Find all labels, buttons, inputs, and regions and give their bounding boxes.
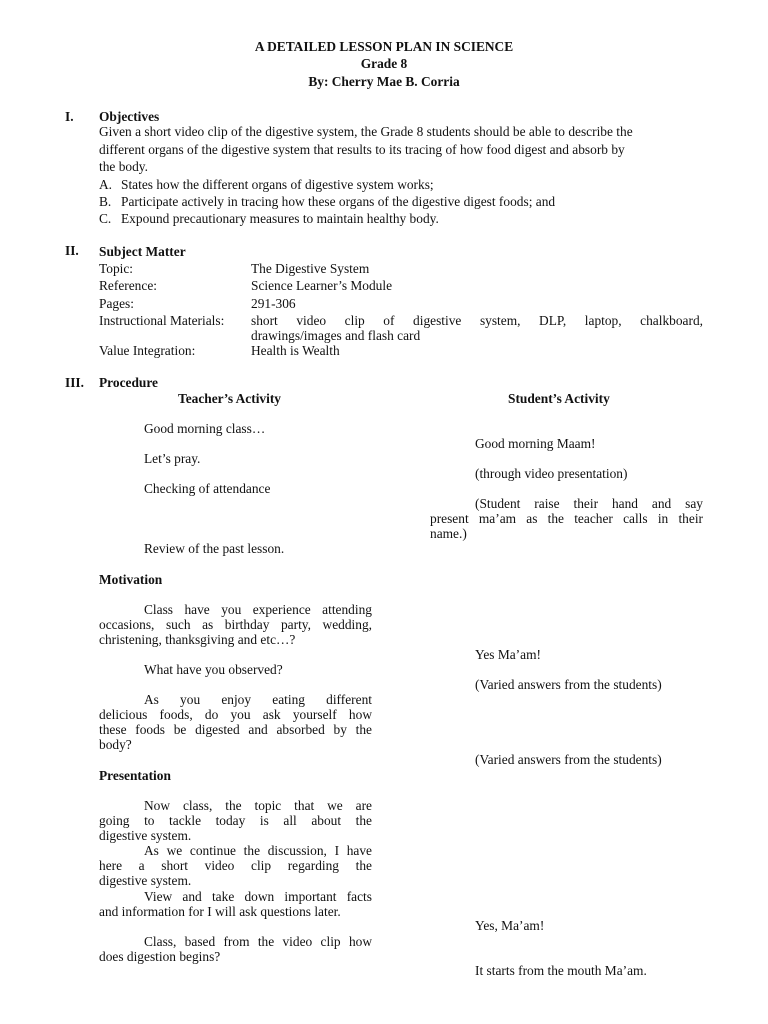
student-line: (Varied answers from the students) <box>475 752 662 767</box>
teacher-line: digestive system. <box>99 873 192 888</box>
procedure-heading: Procedure <box>99 375 159 390</box>
objective-letter: B. <box>99 194 112 209</box>
teacher-line: christening, thanksgiving and etc…? <box>99 632 296 647</box>
student-line: name.) <box>430 526 467 541</box>
student-line: It starts from the mouth Ma’am. <box>475 963 647 978</box>
objectives-intro-line: Given a short video clip of the digestive system, the Grade 8 students should be able to describe the <box>99 124 633 139</box>
subject-value-materials: short video clip of digestive system, DLP, laptop, chalkboard, <box>251 313 703 328</box>
subject-value-pages: 291-306 <box>251 296 296 311</box>
section-numeral-procedure: III. <box>65 375 84 390</box>
teacher-line: View and take down important facts <box>144 889 372 904</box>
student-line: (Student raise their hand and say <box>475 496 703 511</box>
teacher-line: Class, based from the video clip how <box>144 934 372 949</box>
teacher-line: and information for I will ask questions later. <box>99 904 341 919</box>
subject-label-reference: Reference: <box>99 278 157 293</box>
section-numeral-objectives: I. <box>65 109 74 124</box>
subject-label-topic: Topic: <box>99 261 134 276</box>
teacher-line: As we continue the discussion, I have <box>144 843 372 858</box>
student-line: Good morning Maam! <box>475 436 596 451</box>
teacher-line: Checking of attendance <box>144 481 271 496</box>
student-line: present ma’am as the teacher calls in their <box>430 511 703 526</box>
objective-item: Expound precautionary measures to maintain healthy body. <box>121 211 439 226</box>
subject-value-value-integration: Health is Wealth <box>251 343 340 358</box>
teacher-line: Good morning class… <box>144 421 266 436</box>
subject-value-reference: Science Learner’s Module <box>251 278 393 293</box>
teacher-line: digestive system. <box>99 828 192 843</box>
objective-item: Participate actively in tracing how these organs of the digestive digest foods; and <box>121 194 556 209</box>
teacher-line: does digestion begins? <box>99 949 221 964</box>
objective-letter: A. <box>99 177 113 192</box>
motivation-heading: Motivation <box>99 572 163 587</box>
teacher-line: here a short video clip regarding the <box>99 858 372 873</box>
subject-label-value-integration: Value Integration: <box>99 343 196 358</box>
teacher-line: As you enjoy eating different <box>144 692 372 707</box>
subject-value-materials-cont: drawings/images and flash card <box>251 328 421 343</box>
objectives-intro-line: the body. <box>99 159 148 174</box>
student-line: (Varied answers from the students) <box>475 677 662 692</box>
author-line: By: Cherry Mae B. Corria <box>308 74 460 89</box>
teacher-line: these foods be digested and absorbed by the <box>99 722 372 737</box>
teacher-line: Class have you experience attending <box>144 602 372 617</box>
teacher-activity-heading: Teacher’s Activity <box>178 391 282 406</box>
grade-label: Grade 8 <box>360 56 408 71</box>
teacher-line: body? <box>99 737 132 752</box>
document-title: A DETAILED LESSON PLAN IN SCIENCE <box>254 39 514 54</box>
student-line: (through video presentation) <box>475 466 628 481</box>
subject-value-topic: The Digestive System <box>251 261 370 276</box>
teacher-line: occasions, such as birthday party, wedding, <box>99 617 372 632</box>
objectives-heading: Objectives <box>99 109 160 124</box>
teacher-line: Now class, the topic that we are <box>144 798 372 813</box>
teacher-line: What have you observed? <box>144 662 283 677</box>
presentation-heading: Presentation <box>99 768 171 783</box>
teacher-line: delicious foods, do you ask yourself how <box>99 707 372 722</box>
section-numeral-subject-matter: II. <box>65 243 79 258</box>
student-line: Yes Ma’am! <box>475 647 541 662</box>
objectives-intro-line: different organs of the digestive system that results to its tracing of how food digest and absorb by <box>99 142 625 157</box>
teacher-line: going to tackle today is all about the <box>99 813 372 828</box>
student-activity-heading: Student’s Activity <box>508 391 610 406</box>
objective-letter: C. <box>99 211 112 226</box>
student-line: Yes, Ma’am! <box>475 918 545 933</box>
objective-item: States how the different organs of digestive system works; <box>121 177 434 192</box>
subject-label-pages: Pages: <box>99 296 134 311</box>
teacher-line: Review of the past lesson. <box>144 541 285 556</box>
subject-label-materials: Instructional Materials: <box>99 313 225 328</box>
subject-matter-heading: Subject Matter <box>99 244 186 259</box>
teacher-line: Let’s pray. <box>144 451 201 466</box>
